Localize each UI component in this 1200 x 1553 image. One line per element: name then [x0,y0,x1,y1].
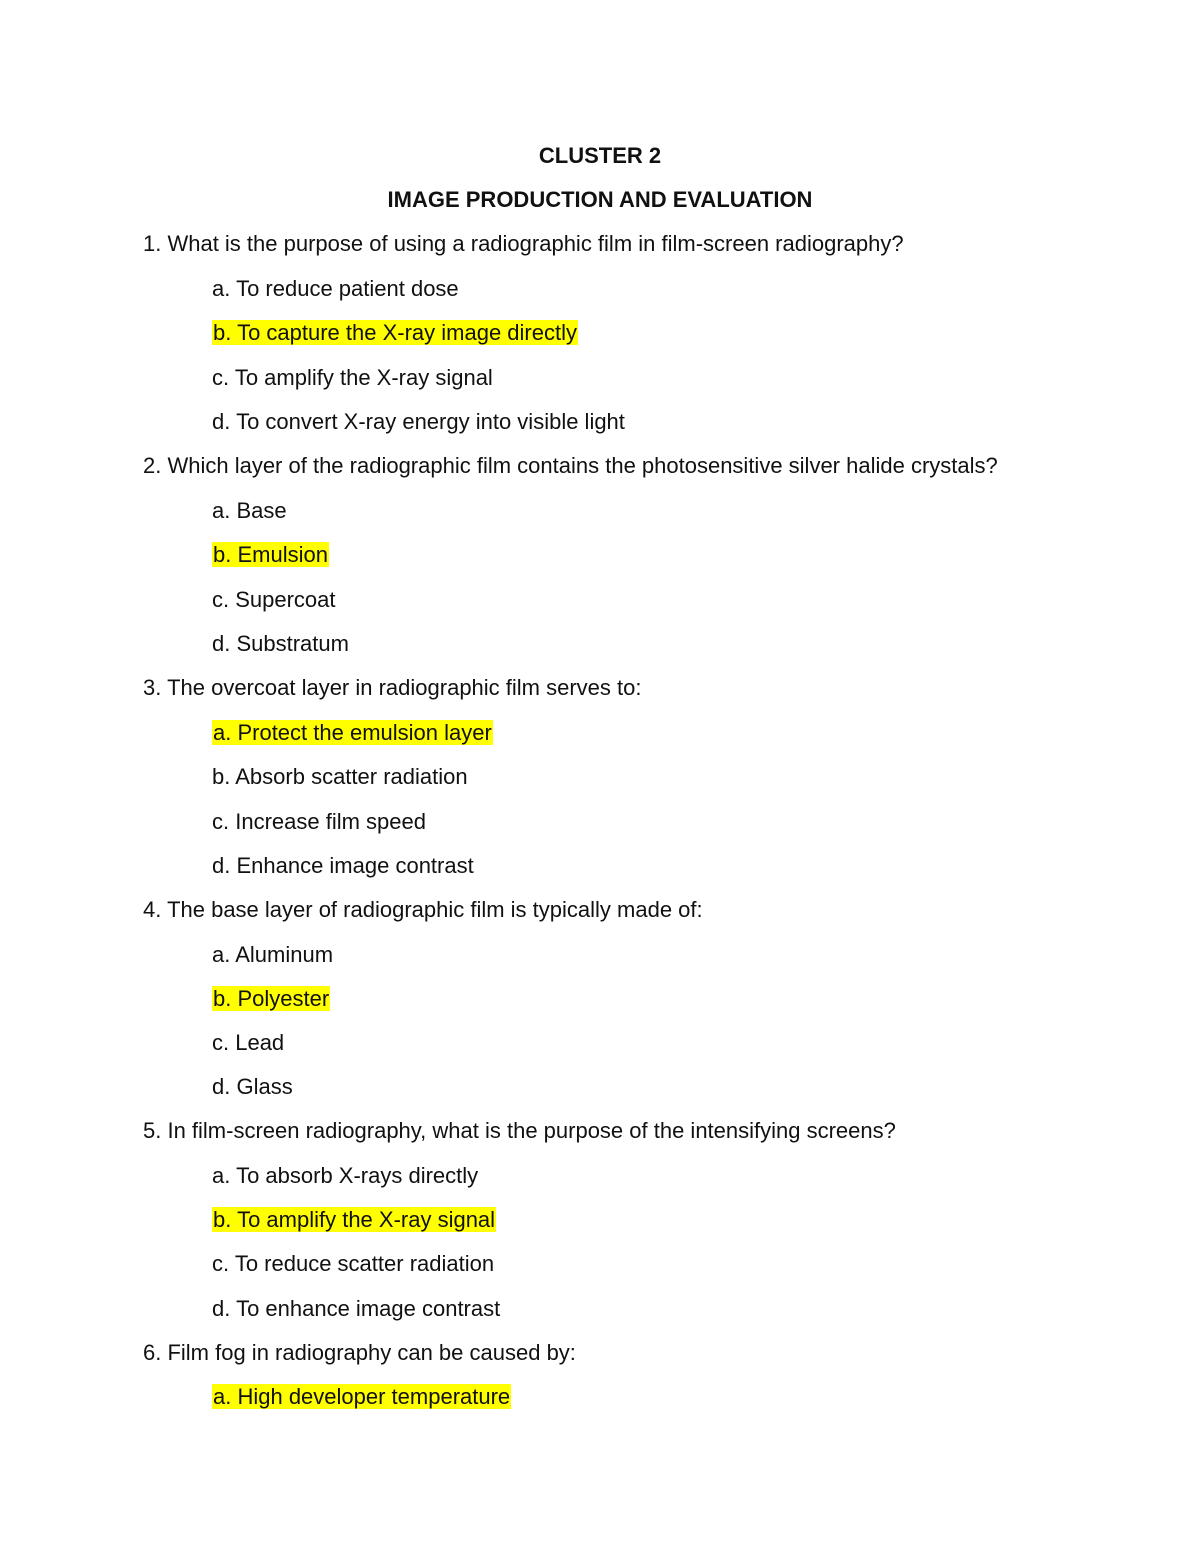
answer-option-label: d. To convert X-ray energy into visible light [212,409,625,434]
answer-option-label: a. Aluminum [212,942,334,967]
answer-option [212,1073,293,1101]
answer-option-label: d. To enhance image contrast [212,1296,501,1321]
answer-option-label: a. To absorb X-rays directly [212,1163,479,1188]
answer-option [212,586,336,614]
answer-option [212,408,625,436]
answer-option [212,364,493,392]
answer-option [212,1162,478,1190]
page-title: CLUSTER 2 [538,143,662,168]
answer-option-label: a. Base [212,498,287,523]
answer-option-correct [212,319,578,347]
question-text: 1. What is the purpose of using a radiographic film in film-screen radiography? [143,231,904,256]
highlighted-answer: a. Protect the emulsion layer [213,720,492,745]
answer-option-label: d. Substratum [212,631,349,656]
answer-option [212,808,426,836]
answer-option-label: c. Lead [212,1030,285,1055]
answer-option [212,275,459,303]
question-text: 5. In film-screen radiography, what is the purpose of the intensifying screens? [143,1118,896,1143]
answer-option-correct [212,719,493,747]
question-text: 3. The overcoat layer in radiographic film serves to: [143,675,642,700]
answer-option [212,630,349,658]
page-subtitle: IMAGE PRODUCTION AND EVALUATION [387,187,813,212]
answer-option-label: c. Supercoat [212,587,336,612]
answer-option-correct [212,541,329,569]
answer-option-label: d. Glass [212,1074,293,1099]
highlighted-answer: b. To capture the X-ray image directly [213,320,577,345]
answer-option [212,763,468,791]
answer-option-label: a. To reduce patient dose [212,276,459,301]
answer-option [212,1295,500,1323]
highlighted-answer: b. Polyester [213,986,330,1011]
answer-option-label: c. To amplify the X-ray signal [212,365,493,390]
answer-option-label: d. Enhance image contrast [212,853,474,878]
answer-option [212,497,287,525]
answer-option-label: c. To reduce scatter radiation [212,1251,495,1276]
answer-option [212,1250,494,1278]
answer-option-label: b. Absorb scatter radiation [212,764,468,789]
question-text: 6. Film fog in radiography can be caused by: [143,1340,576,1365]
question-text: 2. Which layer of the radiographic film contains the photosensitive silver halide crystals? [143,453,998,478]
answer-option-label: c. Increase film speed [212,809,426,834]
answer-option [212,941,333,969]
answer-option [212,852,474,880]
answer-option-correct [212,1206,496,1234]
highlighted-answer: b. Emulsion [213,542,328,567]
highlighted-answer: b. To amplify the X-ray signal [213,1207,496,1232]
answer-option-correct [212,985,330,1013]
question-text: 4. The base layer of radiographic film is typically made of: [143,897,703,922]
highlighted-answer: a. High developer temperature [213,1384,511,1409]
answer-option-correct [212,1383,511,1411]
answer-option [212,1029,284,1057]
